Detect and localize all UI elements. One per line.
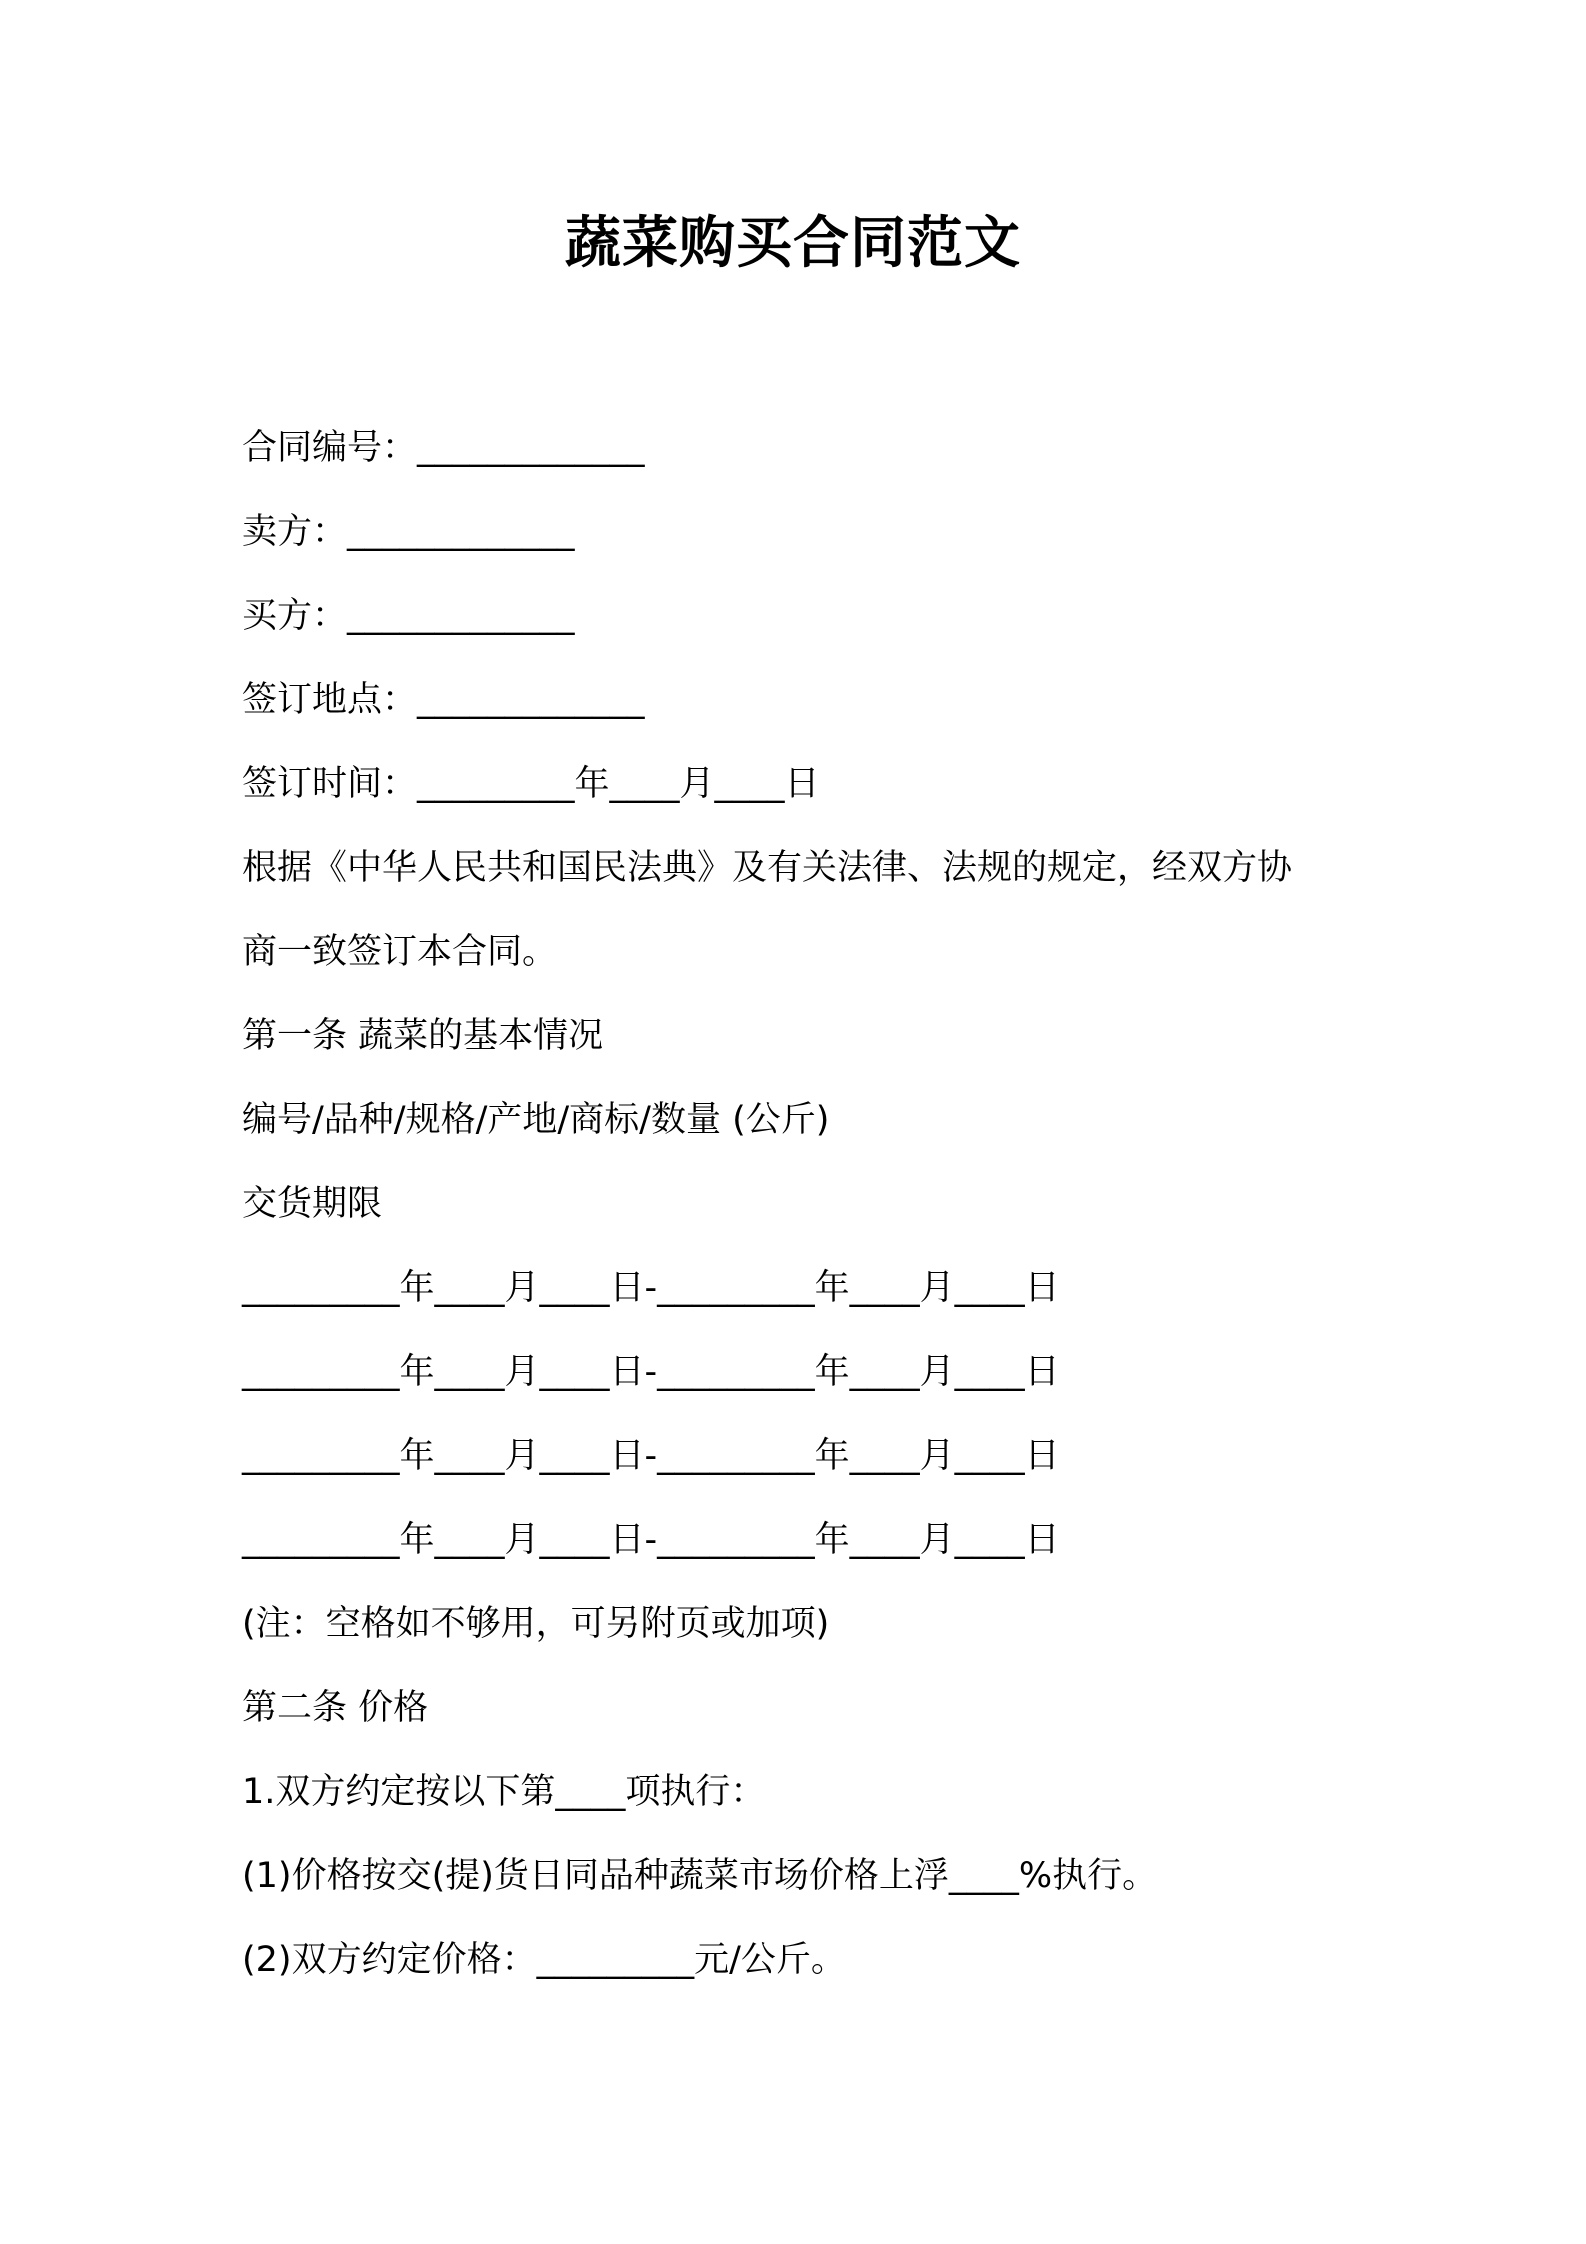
article-2-heading: 第二条 价格 xyxy=(242,1688,429,1728)
preamble-line-1: 根据《中华人民共和国民法典》及有关法律、法规的规定，经双方协 xyxy=(242,848,1293,888)
note-line: (注：空格如不够用，可另附页或加项) xyxy=(242,1604,830,1644)
signing-date-line: 签订时间：_________年____月____日 xyxy=(242,764,820,804)
contract-number-line: 合同编号：_____________ xyxy=(242,428,645,468)
buyer-line: 买方：_____________ xyxy=(242,596,575,636)
delivery-period-row: _________年____月____日-_________年____月____日 xyxy=(242,1352,1060,1392)
delivery-period-row: _________年____月____日-_________年____月____日 xyxy=(242,1268,1060,1308)
signing-place-line: 签订地点：_____________ xyxy=(242,680,645,720)
preamble-line-2: 商一致签订本合同。 xyxy=(242,932,558,972)
delivery-period-row: _________年____月____日-_________年____月____日 xyxy=(242,1520,1060,1560)
vegetable-fields-line: 编号/品种/规格/产地/商标/数量 (公斤) xyxy=(242,1100,830,1140)
delivery-period-row: _________年____月____日-_________年____月____日 xyxy=(242,1436,1060,1476)
seller-line: 卖方：_____________ xyxy=(242,512,575,552)
price-clause-1: 1.双方约定按以下第____项执行： xyxy=(242,1772,766,1812)
delivery-period-label: 交货期限 xyxy=(242,1184,383,1224)
article-1-heading: 第一条 蔬菜的基本情况 xyxy=(242,1016,604,1056)
price-option-2: (2)双方约定价格：_________元/公斤。 xyxy=(242,1940,846,1980)
document-body xyxy=(242,406,1392,2002)
price-option-1: (1)价格按交(提)货日同品种蔬菜市场价格上浮____%执行。 xyxy=(242,1856,1158,1896)
document-title: 蔬菜购买合同范文 xyxy=(565,211,1021,276)
